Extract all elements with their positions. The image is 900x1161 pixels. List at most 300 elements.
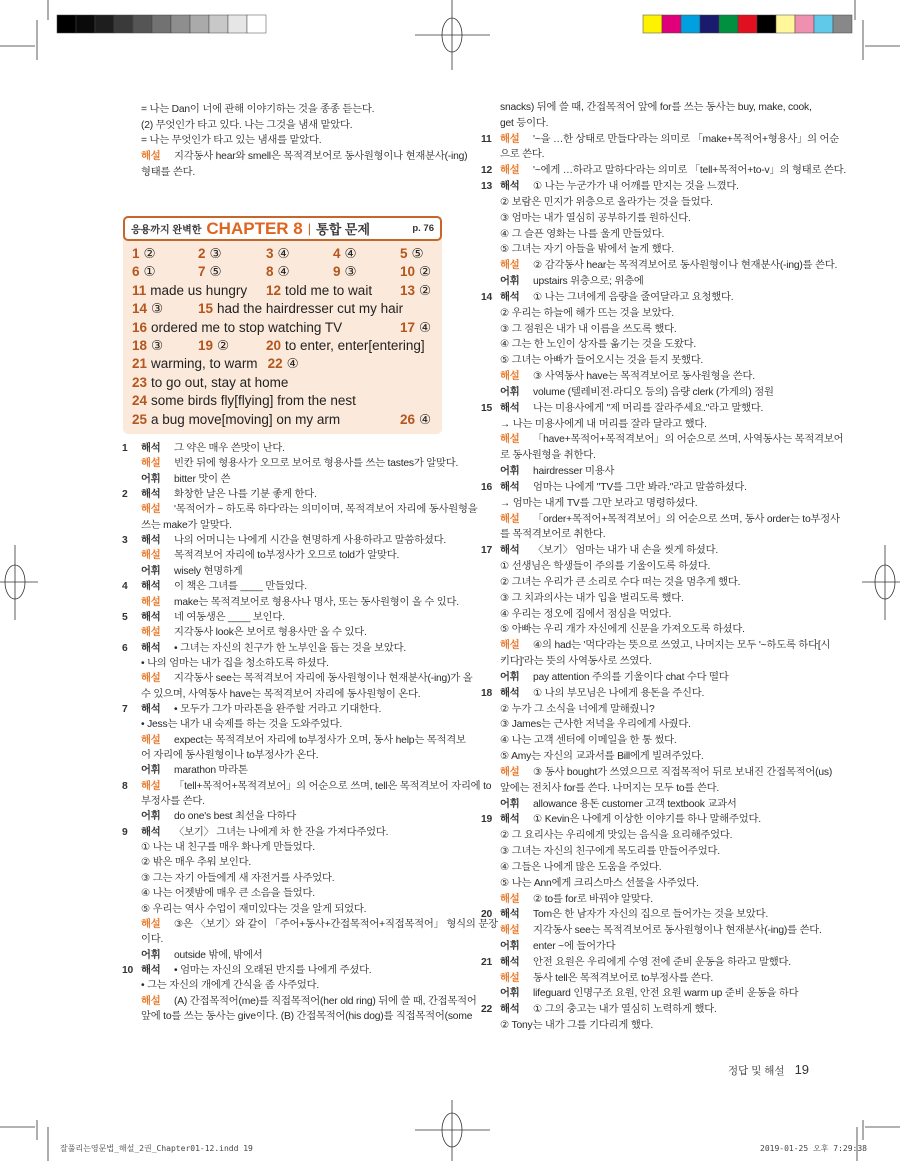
line-text: 나는 미용사에게 "제 머리를 잘라주세요."라고 말했다.	[533, 402, 764, 414]
answer-number: 19	[198, 338, 214, 353]
line-text: ② 우리는 하늘에 해가 뜨는 것을 보았다.	[500, 307, 674, 319]
line-label: 해설	[500, 925, 520, 937]
line-text: ① 나는 그녀에게 음량을 줄여달라고 요청했다.	[533, 291, 734, 303]
text-line	[500, 860, 661, 876]
text-line	[481, 132, 840, 148]
line-text: expect는 목적격보어 자리에 to부정사가 오며, 동사 help는 목적격보	[174, 734, 466, 746]
line-text: 수 있으며, 사역동사 have는 목적격보어 자리에 동사원형이 온다.	[141, 688, 421, 700]
item-number: 22	[481, 1004, 493, 1016]
line-text: 형태를 쓴다.	[141, 166, 196, 178]
line-label: 해석	[500, 1004, 520, 1016]
text-line	[141, 548, 399, 564]
line-text: ③ 동사 bought가 쓰였으므로 직접목적어 뒤로 보내진 간접목적어(us)	[533, 766, 833, 778]
answer-item	[333, 264, 357, 280]
answer-item	[132, 412, 340, 428]
item-number: 20	[481, 909, 493, 921]
answer-number: 23	[132, 374, 148, 390]
line-text: ② 그 요리사는 우리에게 맛있는 음식을 요리해주었다.	[500, 830, 733, 842]
text-line	[500, 258, 837, 274]
line-label: 해설	[141, 918, 161, 930]
answer-text: ⑤	[209, 264, 222, 280]
answer-text: to go out, stay at home	[151, 374, 289, 390]
text-line	[141, 118, 352, 134]
text-line	[500, 638, 830, 654]
text-line	[500, 100, 812, 116]
line-text: ① 그의 충고는 내가 열심히 노력하게 했다.	[533, 1004, 717, 1016]
line-text: lifeguard 인명구조 요원, 안전 요원 warm up 준비 운동을 하다	[533, 988, 799, 1000]
line-text: 이다.	[141, 934, 164, 946]
item-number: 19	[481, 814, 493, 826]
line-text: 안전 요원은 우리에게 수영 전에 준비 운동을 하라고 말했다.	[533, 956, 791, 968]
line-text: ③ James는 근사한 저녁을 우리에게 사줬다.	[500, 719, 691, 731]
answer-text: ④	[277, 246, 290, 261]
text-line	[141, 687, 420, 703]
text-line	[141, 671, 472, 687]
answer-text: ②	[419, 282, 432, 298]
line-label: 해석	[141, 703, 161, 715]
line-text: ⑤ 아빠는 우리 개가 자신에게 신문을 가져오도록 하셨다.	[500, 624, 745, 636]
line-text: ③은 〈보기〉와 같이 「주어+동사+간접목적어+직접목적어」 형식의 문장	[174, 918, 498, 930]
color-swatch	[247, 15, 266, 33]
line-label: 어휘	[500, 671, 520, 683]
item-number: 2	[122, 489, 128, 501]
line-text: ④의 had는 '먹다'라는 뜻으로 쓰였고, 나머지는 모두 '~하도록 하다[시	[533, 640, 831, 652]
answer-item	[132, 375, 288, 391]
line-text: hairdresser 미용사	[533, 466, 615, 478]
text-line	[500, 417, 707, 433]
line-text: ④ 그들은 나에게 많은 도움을 주었다.	[500, 861, 662, 873]
text-line	[481, 955, 791, 971]
line-label: 어휘	[500, 276, 520, 288]
text-line	[481, 401, 764, 417]
answer-item	[132, 283, 247, 299]
line-text: = 나는 Dan이 너에 관해 이야기하는 것을 종종 듣는다.	[141, 104, 375, 115]
text-line	[500, 749, 704, 765]
text-line	[500, 432, 843, 448]
chapter-prefix: 응용까지 완벽한	[131, 225, 202, 236]
text-line	[500, 322, 677, 338]
text-line	[141, 1009, 472, 1025]
answer-item	[400, 412, 431, 428]
line-text: 어 자리에 동사원형이나 to부정사가 온다.	[141, 750, 319, 761]
line-text: outside 밖에, 밖에서	[174, 949, 263, 961]
line-label: 해설	[141, 550, 161, 562]
line-text: • Jess는 내가 내 숙제를 하는 것을 도와주었다.	[141, 719, 343, 731]
answer-item	[266, 264, 290, 280]
text-line	[481, 163, 847, 179]
answer-item	[266, 338, 425, 354]
item-number: 15	[481, 402, 493, 414]
text-line	[141, 978, 319, 994]
line-text: 나의 어머니는 나에게 시간을 현명하게 사용하라고 말씀하셨다.	[174, 535, 447, 547]
text-line	[481, 812, 761, 828]
line-label: 해설	[500, 766, 520, 778]
color-swatch	[833, 15, 852, 33]
line-text: • 그는 자신의 개에게 간식을 좀 사주었다.	[141, 980, 319, 992]
line-text: 목적격보어 자리에 to부정사가 오므로 told가 알맞다.	[174, 550, 400, 562]
answer-number: 15	[198, 301, 214, 317]
answer-number: 5	[400, 246, 408, 261]
text-line	[500, 147, 544, 163]
page-number: 19	[794, 1062, 810, 1077]
chapter-answer-box	[123, 216, 442, 434]
line-text: ⑤ Amy는 자신의 교과서를 Bill에게 빌려주었다.	[500, 751, 704, 763]
answer-text: to enter, enter[entering]	[285, 338, 425, 353]
answer-item	[132, 393, 356, 409]
item-number: 21	[481, 956, 493, 968]
line-text: ② 보람은 민지가 위층으로 올라가는 것을 들었다.	[500, 196, 713, 208]
line-label: 해석	[500, 814, 520, 826]
text-line	[141, 886, 315, 902]
line-text: '~에게 …하라고 말하다'라는 의미로 「tell+목적어+to-v」의 형태로 쓴다.	[533, 165, 847, 177]
line-label: 해설	[141, 780, 161, 792]
text-line	[500, 274, 644, 290]
item-number: 12	[481, 165, 493, 177]
answer-text: ①	[143, 264, 156, 280]
color-swatch	[776, 15, 795, 33]
color-swatch	[681, 15, 700, 33]
page-footer	[728, 1062, 809, 1078]
text-line	[122, 533, 447, 549]
color-swatch	[738, 15, 757, 33]
line-label: 해석	[500, 402, 520, 414]
item-number: 1	[122, 443, 128, 454]
text-line	[141, 717, 342, 733]
text-line	[141, 133, 321, 149]
item-number: 13	[481, 181, 493, 193]
line-text: 앞에는 전치사 for를 쓴다. 나머지는 모두 to를 쓴다.	[500, 782, 719, 794]
text-line	[141, 932, 163, 948]
line-label: 해석	[500, 481, 520, 493]
text-line	[122, 487, 317, 503]
chapter-title: CHAPTER 8	[206, 218, 303, 238]
line-text: allowance 용돈 customer 고객 textbook 교과서	[533, 798, 737, 810]
line-label: 해석	[500, 291, 520, 303]
answer-number: 8	[266, 264, 274, 280]
line-label: 어휘	[500, 988, 520, 1000]
answer-number: 3	[266, 246, 274, 261]
chapter-subtitle: 통합 문제	[316, 222, 371, 237]
line-label: 해설	[141, 995, 161, 1007]
text-line	[481, 686, 705, 702]
answer-text: ④	[419, 411, 432, 427]
text-line	[141, 902, 366, 918]
line-text: enter ~에 들어가다	[533, 940, 616, 952]
item-number: 5	[122, 611, 128, 623]
line-text: 키다]'라는 뜻의 사역동사로 쓰였다.	[500, 656, 652, 668]
line-text: ④ 나는 어젯밤에 매우 큰 소음을 들었다.	[141, 888, 315, 900]
text-line	[500, 765, 832, 781]
line-text: upstairs 위층으로; 위층에	[533, 276, 644, 288]
line-text: ⑤ 우리는 역사 수업이 재미있다는 것을 알게 되었다.	[141, 903, 367, 915]
text-line	[481, 179, 739, 195]
item-number: 9	[122, 826, 128, 838]
text-line	[122, 779, 492, 795]
text-line	[500, 702, 655, 718]
color-swatch	[114, 15, 133, 33]
text-line	[500, 971, 713, 987]
answer-item	[132, 246, 156, 262]
line-text: ⑤ 나는 Ann에게 크리스마스 선물을 사주었다.	[500, 877, 699, 889]
line-text: '~을 …한 상태로 만들다'라는 의미로 「make+목적어+형용사」의 어순	[533, 133, 840, 145]
answer-number: 14	[132, 301, 148, 317]
line-text: do one's best 최선을 다하다	[174, 811, 297, 823]
line-label: 해석	[500, 687, 520, 699]
line-label: 해설	[500, 165, 520, 177]
line-label: 해설	[141, 734, 161, 746]
line-text: ① 나의 부모님은 나에게 용돈을 주신다.	[533, 687, 705, 699]
line-label: 해석	[500, 956, 520, 968]
line-text: pay attention 주의를 기울이다 chat 수다 떨다	[533, 671, 729, 683]
line-label: 해설	[141, 596, 161, 608]
line-text: ② 누가 그 소식을 너에게 말해줬니?	[500, 703, 655, 715]
line-text: 〈보기〉 그녀는 나에게 차 한 잔을 가져다주었다.	[174, 826, 389, 838]
registration-mark-right	[862, 545, 900, 620]
registration-mark-left	[0, 545, 38, 620]
text-line	[122, 579, 307, 595]
line-text: ② 감각동사 hear는 목적격보어로 동사원형이나 현재분사(-ing)를 쓴다.	[533, 260, 838, 272]
answer-text: some birds fly[flying] from the nest	[151, 393, 356, 409]
color-swatch	[662, 15, 681, 33]
text-line	[141, 994, 477, 1010]
answer-item	[132, 264, 156, 280]
text-line	[141, 456, 458, 472]
answer-text: a bug move[moving] on my arm	[151, 411, 341, 427]
text-line	[500, 385, 774, 401]
line-text: 그 약은 매우 쓴맛이 난다.	[174, 443, 285, 454]
answer-text: ④	[344, 246, 357, 261]
answer-text: ordered me to stop watching TV	[151, 319, 343, 335]
color-swatch	[95, 15, 114, 33]
color-swatch	[209, 15, 228, 33]
text-line	[500, 797, 737, 813]
answer-text: told me to wait	[285, 282, 373, 298]
line-text: Tom은 한 남자가 자신의 집으로 들어가는 것을 보았다.	[533, 909, 769, 921]
answer-item	[400, 264, 431, 280]
line-text: ③ 사역동사 have는 목적격보어로 동사원형을 쓴다.	[533, 371, 755, 383]
line-label: 해설	[141, 504, 161, 516]
color-swatch	[719, 15, 738, 33]
line-label: 어휘	[141, 765, 161, 777]
line-label: 해석	[500, 181, 520, 193]
text-line	[481, 290, 734, 306]
color-swatch	[133, 15, 152, 33]
text-line	[141, 595, 459, 611]
line-text: 쓰는 make가 알맞다.	[141, 519, 232, 531]
slug-filename: 잘풀리는영문법_해설_2권_Chapter01-12.indd 19	[60, 1144, 253, 1153]
line-label: 해석	[141, 642, 161, 654]
text-line	[500, 654, 652, 670]
answer-number: 25	[132, 411, 148, 427]
text-line	[500, 195, 713, 211]
text-line	[500, 448, 596, 464]
line-label: 해석	[500, 545, 520, 557]
line-text: 지각동사 see는 목적격보어 자리에 동사원형이나 현재분사(-ing)가 올	[174, 673, 473, 685]
answer-number: 1	[132, 246, 140, 261]
text-line	[500, 892, 653, 908]
line-text: snacks) 뒤에 쓸 때, 간접목적어 앞에 for를 쓰는 동사는 buy, make, cook,	[500, 102, 812, 113]
item-number: 18	[481, 687, 493, 699]
text-line	[500, 781, 719, 797]
answer-number: 17	[400, 319, 416, 335]
line-text: ② 그녀는 우리가 큰 소리로 수다 떠는 것을 멈추게 했다.	[500, 576, 741, 588]
line-text: '목적어가 ~ 하도록 하다'라는 의미이며, 목적격보어 자리에 동사원형을	[174, 504, 478, 516]
answer-text: ④	[286, 356, 299, 372]
text-line	[481, 907, 769, 923]
line-text: 지각동사 hear와 smell은 목적격보어로 동사원형이나 현재분사(-ing)	[174, 151, 468, 163]
answer-item	[132, 338, 163, 354]
color-swatch	[76, 15, 95, 33]
line-text: ③ 엄마는 내가 열심히 공부하기를 원하신다.	[500, 212, 691, 224]
color-swatch	[814, 15, 833, 33]
line-text: ② Tony는 내가 그를 기다리게 했다.	[500, 1020, 653, 1032]
item-number: 11	[481, 133, 492, 145]
answer-text: ④	[277, 264, 290, 280]
answer-item	[132, 301, 163, 317]
line-text: bitter 맛이 쓴	[174, 473, 231, 485]
line-text: wisely 현명하게	[174, 565, 243, 577]
text-line	[500, 353, 703, 369]
answer-number: 21	[132, 356, 148, 372]
text-line	[141, 733, 466, 749]
line-label: 어휘	[141, 565, 161, 577]
line-text: → 엄마는 내게 TV를 그만 보라고 명령하셨다.	[500, 497, 698, 509]
text-line	[141, 149, 467, 165]
color-swatch	[152, 15, 171, 33]
text-line	[500, 227, 664, 243]
text-line	[500, 828, 732, 844]
answer-text: ④	[419, 319, 432, 335]
color-bar	[643, 15, 852, 33]
line-label: 해설	[500, 133, 520, 145]
answer-item	[266, 246, 290, 262]
text-line	[500, 622, 745, 638]
line-label: 해석	[141, 826, 161, 838]
text-line	[500, 733, 677, 749]
item-number: 7	[122, 703, 128, 715]
answer-item	[400, 246, 424, 262]
text-line	[500, 512, 840, 528]
text-line	[500, 116, 548, 132]
text-line	[122, 963, 372, 979]
line-label: 해석	[141, 581, 161, 593]
answer-number: 4	[333, 246, 341, 261]
text-line	[141, 794, 205, 810]
answer-text: had the hairdresser cut my hair	[217, 301, 404, 317]
item-number: 3	[122, 535, 128, 547]
line-text: 지각동사 see는 목적격보어로 동사원형이나 현재분사(-ing)를 쓴다.	[533, 925, 822, 937]
text-line	[141, 871, 334, 887]
text-line	[500, 211, 691, 227]
text-line	[500, 1018, 653, 1034]
line-label: 해설	[141, 151, 161, 163]
text-line	[141, 855, 251, 871]
text-line	[141, 165, 195, 181]
line-text: ③ 그 점원은 내가 내 이름을 쓰도록 했다.	[500, 323, 677, 335]
line-text: • 엄마는 자신의 오래된 반지를 나에게 주셨다.	[174, 964, 372, 976]
line-text: 으로 쓴다.	[500, 149, 545, 161]
text-line	[500, 496, 697, 512]
line-text: (2) 무엇인가 타고 있다. 나는 그것을 냄새 맡았다.	[141, 119, 353, 131]
answer-number: 10	[400, 264, 416, 280]
text-line	[481, 480, 747, 496]
text-line	[500, 369, 755, 385]
text-line	[141, 518, 232, 534]
line-label: 어휘	[500, 940, 520, 952]
answer-item	[198, 301, 403, 317]
answer-item	[400, 320, 431, 336]
answer-item	[268, 356, 299, 372]
grayscale-bar	[57, 15, 266, 33]
answer-text: ③	[151, 338, 164, 353]
line-text: 화창한 날은 나를 기분 좋게 한다.	[174, 489, 317, 501]
line-text: ② to를 for로 바꿔야 알맞다.	[533, 893, 653, 905]
text-line	[500, 591, 684, 607]
answer-number: 7	[198, 264, 206, 280]
color-swatch	[57, 15, 76, 33]
color-swatch	[757, 15, 776, 33]
text-line	[500, 670, 729, 686]
line-label: 해설	[500, 893, 520, 905]
text-line	[122, 825, 389, 841]
text-line	[141, 472, 230, 488]
answer-number: 12	[266, 282, 282, 298]
line-label: 어휘	[500, 798, 520, 810]
text-line	[122, 641, 407, 657]
line-text: get 등이다.	[500, 117, 549, 129]
line-text: ④ 그 슬픈 영화는 나를 울게 만들었다.	[500, 228, 665, 240]
registration-mark-top	[415, 0, 490, 70]
answer-number: 11	[132, 282, 147, 298]
answer-number: 2	[198, 246, 206, 261]
answer-number: 26	[400, 411, 416, 427]
line-label: 어휘	[500, 386, 520, 398]
text-line	[500, 923, 822, 939]
answer-text: ②	[217, 338, 230, 353]
answer-text: warming, to warm	[151, 356, 258, 372]
text-line	[481, 543, 719, 559]
text-line	[500, 575, 740, 591]
chapter-divider: |	[307, 221, 312, 236]
answer-item	[333, 246, 357, 262]
answer-text: ②	[143, 246, 156, 261]
line-text: ① Kevin은 나에게 이상한 이야기를 하나 말해주었다.	[533, 814, 761, 826]
text-line	[500, 527, 605, 543]
chapter-header	[123, 216, 442, 241]
color-swatch	[228, 15, 247, 33]
line-label: 해석	[141, 964, 161, 976]
text-line	[141, 763, 248, 779]
text-line	[141, 502, 478, 518]
answer-number: 24	[132, 393, 148, 409]
line-label: 해석	[141, 611, 161, 623]
line-text: (A) 간접목적어(me)를 직접목적어(her old ring) 뒤에 쓸 때, 간접목적어	[174, 995, 477, 1007]
answer-number: 20	[266, 338, 282, 353]
line-text: 「order+목적어+목적격보어」의 어순으로 쓰며, 동사 order는 to부정사	[533, 513, 840, 525]
text-line	[141, 625, 367, 641]
line-label: 해석	[141, 489, 161, 501]
text-line	[500, 844, 720, 860]
item-number: 6	[122, 642, 128, 654]
line-text: ③ 그 치과의사는 내가 입을 벌리도록 했다.	[500, 592, 684, 604]
color-swatch	[171, 15, 190, 33]
line-text: ① 선생님은 학생들이 주의를 기울이도록 하셨다.	[500, 561, 711, 573]
chapter-page-ref: p. 76	[412, 223, 434, 234]
text-line	[141, 656, 329, 672]
line-text: volume (텔레비전·라디오 등의) 음량 clerk (가게의) 점원	[533, 386, 774, 398]
text-line	[500, 464, 614, 480]
color-swatch	[643, 15, 662, 33]
